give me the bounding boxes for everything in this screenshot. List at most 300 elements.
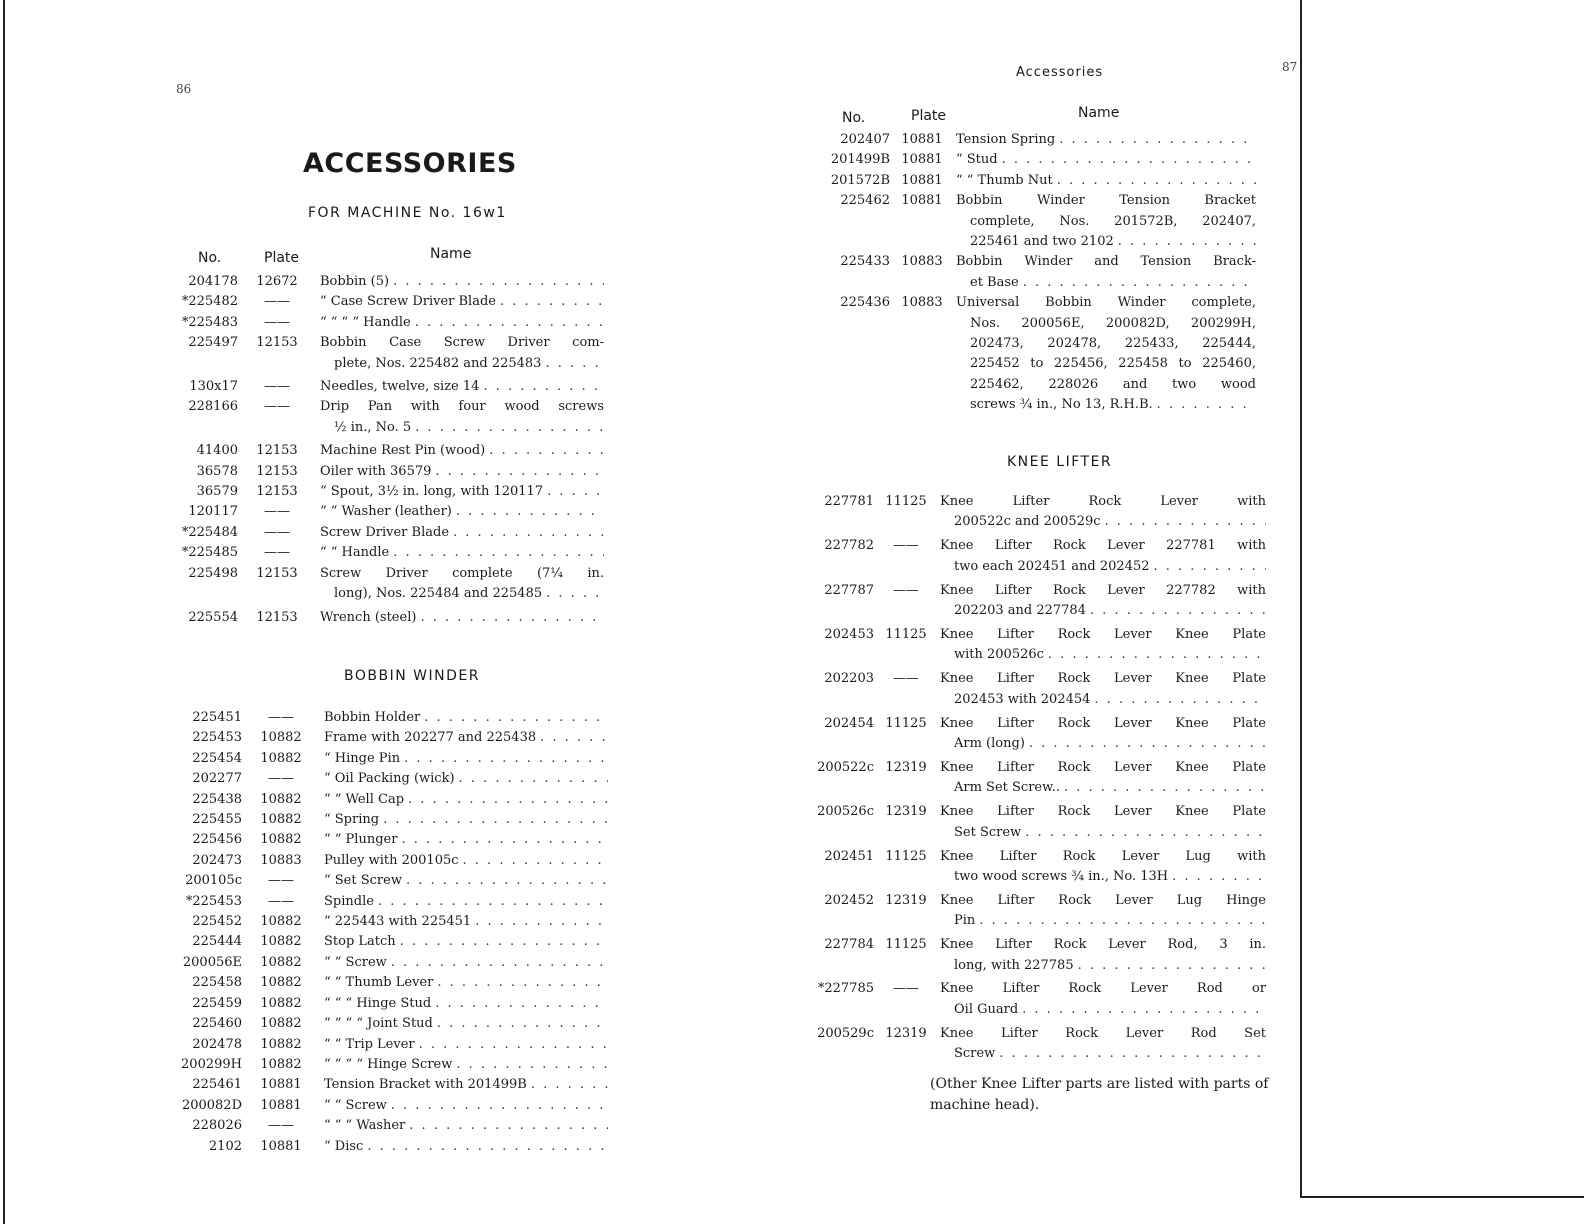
table-row bbox=[790, 847, 1266, 888]
plate-number: —— bbox=[268, 1118, 294, 1134]
table-row bbox=[180, 1014, 610, 1034]
part-name-text: plete, Nos. 225482 and 225483 bbox=[334, 355, 542, 371]
part-name-line bbox=[324, 851, 608, 871]
plate-number: 12153 bbox=[256, 335, 298, 351]
part-name-text: Set Screw bbox=[954, 824, 1022, 840]
part-number: 202277 bbox=[192, 771, 242, 787]
part-name-text: Frame with 202277 and 225438 bbox=[324, 730, 537, 746]
part-number: 200299H bbox=[181, 1056, 242, 1072]
part-number: 225433 bbox=[840, 254, 890, 270]
part-name-text: Knee Lifter Rock Lever with bbox=[940, 494, 1266, 509]
part-name-text: 225452 to 225456, 225458 to 225460, bbox=[970, 356, 1256, 372]
part-name-text: Pin bbox=[954, 913, 976, 929]
dot-leader bbox=[378, 892, 608, 912]
plate-number: 10882 bbox=[260, 954, 302, 970]
table-row bbox=[176, 313, 606, 333]
table-row bbox=[180, 851, 610, 871]
part-name-text: Nos. 200056E, 200082D, 200299H, bbox=[970, 315, 1256, 331]
plate-number: 12153 bbox=[256, 484, 298, 500]
plate-number: 10882 bbox=[260, 812, 302, 828]
part-name-text: Knee Lifter Rock Lever Lug with bbox=[940, 848, 1266, 864]
part-name-line bbox=[940, 778, 1266, 798]
part-number: 225455 bbox=[192, 812, 242, 828]
plate-number: 10881 bbox=[260, 1138, 302, 1154]
plate-number: 10882 bbox=[260, 1056, 302, 1072]
part-name-line bbox=[320, 608, 604, 628]
plate-number: —— bbox=[268, 771, 294, 787]
bobbin-winder-table bbox=[180, 708, 610, 1157]
dot-leader bbox=[1048, 645, 1266, 665]
plate-number: 10882 bbox=[260, 791, 302, 807]
part-name bbox=[324, 1014, 608, 1034]
part-name-line bbox=[320, 292, 604, 312]
part-number: 225444 bbox=[192, 934, 242, 950]
dot-leader bbox=[453, 523, 604, 543]
part-number: *225485 bbox=[181, 545, 238, 561]
dot-leader bbox=[1172, 867, 1266, 887]
plate-number: —— bbox=[264, 524, 290, 540]
plate-number: 12153 bbox=[256, 443, 298, 459]
plate-number: 10881 bbox=[901, 152, 943, 168]
part-number: 202473 bbox=[192, 852, 242, 868]
plate-number: —— bbox=[893, 981, 919, 997]
dot-leader bbox=[483, 377, 604, 397]
dot-leader bbox=[1078, 956, 1266, 976]
table-row bbox=[176, 523, 606, 543]
part-name-text: “ Case Screw Driver Blade bbox=[320, 294, 496, 310]
part-name bbox=[940, 891, 1266, 932]
part-name-text: “ “ Screw bbox=[324, 1097, 387, 1113]
part-name-line bbox=[320, 272, 604, 292]
right-col-head-name: Name bbox=[1078, 105, 1120, 121]
part-number: 204178 bbox=[188, 274, 238, 289]
dot-leader bbox=[547, 482, 604, 502]
dot-leader bbox=[531, 1075, 608, 1095]
part-name-text: “ Hinge Pin bbox=[324, 750, 401, 766]
part-name-line bbox=[324, 932, 608, 952]
part-name bbox=[956, 293, 1256, 415]
part-name-line bbox=[940, 690, 1266, 710]
part-number: *225483 bbox=[181, 314, 238, 330]
part-number: 201572B bbox=[830, 172, 890, 188]
plate-number: —— bbox=[893, 582, 919, 598]
part-name-text: 225461 and two 2102 bbox=[970, 234, 1114, 250]
part-name bbox=[320, 543, 604, 563]
part-number: 225497 bbox=[188, 335, 238, 351]
table-row bbox=[180, 973, 610, 993]
part-name bbox=[956, 150, 1256, 170]
part-name bbox=[324, 973, 608, 993]
part-name bbox=[324, 708, 608, 728]
part-name-text: ½ in., No. 5 bbox=[334, 419, 412, 435]
knee-lifter-title: KNEE LIFTER bbox=[1007, 454, 1113, 470]
table-row bbox=[790, 758, 1266, 799]
part-number: 228166 bbox=[188, 399, 238, 415]
table-row bbox=[176, 608, 606, 628]
part-number: 200105c bbox=[185, 873, 242, 889]
part-number: *227785 bbox=[817, 981, 874, 997]
plate-number: —— bbox=[268, 873, 294, 889]
part-name bbox=[324, 932, 608, 952]
plate-number: 11125 bbox=[885, 848, 927, 864]
part-name bbox=[320, 608, 604, 628]
dot-leader bbox=[367, 1137, 608, 1157]
dot-leader bbox=[1057, 171, 1256, 191]
plate-number: —— bbox=[893, 538, 919, 554]
dot-leader bbox=[1029, 734, 1266, 754]
part-name-line bbox=[324, 912, 608, 932]
plate-number: 10882 bbox=[260, 730, 302, 746]
part-number: 202478 bbox=[192, 1036, 242, 1052]
part-number: 200522c bbox=[817, 759, 874, 775]
part-name-line bbox=[956, 171, 1256, 191]
part-name-text: “ Disc bbox=[324, 1138, 364, 1154]
part-name-line bbox=[324, 728, 608, 748]
dot-leader bbox=[409, 1116, 608, 1136]
part-number: 225554 bbox=[188, 609, 238, 625]
dot-leader bbox=[1025, 823, 1266, 843]
table-row bbox=[180, 1055, 610, 1075]
knee-lifter-note: (Other Knee Lifter parts are listed with parts of machine head). bbox=[930, 1076, 1269, 1113]
part-name-line bbox=[320, 354, 604, 374]
part-name-text: et Base bbox=[970, 274, 1019, 290]
dot-leader bbox=[546, 584, 604, 604]
part-name-text: Knee Lifter Rock Lever Knee Plate bbox=[940, 626, 1266, 642]
table-row bbox=[176, 462, 606, 482]
dot-leader bbox=[393, 272, 604, 292]
part-name-text: “ “ “ “ Joint Stud bbox=[324, 1016, 433, 1032]
part-name-text: 200522c and 200529c bbox=[954, 514, 1101, 530]
part-name-text: “ “ Trip Lever bbox=[324, 1036, 415, 1052]
table-row bbox=[180, 749, 610, 769]
dot-leader bbox=[456, 502, 604, 522]
plate-number: —— bbox=[264, 294, 290, 310]
part-name-line bbox=[956, 273, 1256, 293]
table-row bbox=[176, 564, 606, 605]
plate-number: 11125 bbox=[885, 715, 927, 731]
part-name-line bbox=[940, 956, 1266, 976]
dot-leader bbox=[437, 973, 608, 993]
table-row bbox=[790, 536, 1266, 577]
dot-leader bbox=[475, 912, 608, 932]
part-name-text: Bobbin Holder bbox=[324, 710, 421, 725]
table-row bbox=[790, 891, 1266, 932]
part-name-text: “ “ “ Washer bbox=[324, 1118, 406, 1134]
plate-number: 10881 bbox=[901, 132, 943, 147]
part-name bbox=[940, 979, 1266, 1020]
plate-number: —— bbox=[264, 504, 290, 520]
part-name-text: two each 202451 and 202452 bbox=[954, 558, 1150, 574]
plate-number: 12319 bbox=[885, 759, 927, 775]
part-number: 200526c bbox=[817, 804, 874, 820]
part-number: 228026 bbox=[192, 1118, 242, 1134]
part-number: 225452 bbox=[192, 914, 242, 930]
part-name-line bbox=[324, 1075, 608, 1095]
part-name-text: “ Spring bbox=[324, 812, 380, 828]
part-name-line bbox=[324, 1137, 608, 1157]
part-name-text: “ “ Well Cap bbox=[324, 791, 405, 807]
part-name-text: Knee Lifter Rock Lever 227781 with bbox=[940, 538, 1266, 554]
part-name-line bbox=[940, 1044, 1266, 1064]
table-row bbox=[180, 1116, 610, 1136]
dot-leader bbox=[415, 418, 604, 438]
part-name-text: long, with 227785 bbox=[954, 957, 1074, 973]
plate-number: 10882 bbox=[260, 1036, 302, 1052]
part-name bbox=[324, 1137, 608, 1157]
part-name bbox=[324, 912, 608, 932]
table-row bbox=[180, 892, 610, 912]
part-name-text: Pulley with 200105c bbox=[324, 852, 459, 868]
part-number: 225454 bbox=[192, 750, 242, 766]
dot-leader bbox=[404, 749, 608, 769]
plate-number: 12319 bbox=[885, 1025, 927, 1041]
part-name bbox=[324, 994, 608, 1014]
part-name-line bbox=[940, 557, 1266, 577]
part-name-text: “ “ Plunger bbox=[324, 832, 398, 848]
machine-subtitle: FOR MACHINE No. 16w1 bbox=[308, 205, 507, 221]
part-name-line bbox=[320, 584, 604, 604]
part-name-text: Bobbin Winder Tension Bracket bbox=[956, 193, 1256, 209]
part-name bbox=[940, 1024, 1266, 1065]
plate-number: 10883 bbox=[260, 852, 302, 868]
part-name-text: long), Nos. 225484 and 225485 bbox=[334, 586, 543, 602]
part-name-text: “ Spout, 3½ in. long, with 120117 bbox=[320, 484, 544, 500]
part-name-line bbox=[324, 953, 608, 973]
plate-number: —— bbox=[893, 671, 919, 687]
part-name-text: “ “ “ “ Hinge Screw bbox=[324, 1056, 453, 1072]
table-row bbox=[806, 191, 1256, 252]
part-name-line bbox=[940, 911, 1266, 931]
table-row bbox=[176, 441, 606, 461]
part-number: 227787 bbox=[824, 582, 874, 598]
dot-leader bbox=[424, 708, 608, 728]
dot-leader bbox=[435, 994, 608, 1014]
part-name bbox=[320, 502, 604, 522]
dot-leader bbox=[500, 292, 604, 312]
plate-number: 10882 bbox=[260, 934, 302, 950]
part-name bbox=[324, 769, 608, 789]
table-row bbox=[176, 502, 606, 522]
plate-number: —— bbox=[268, 710, 294, 725]
right-page-number: 87 bbox=[1282, 60, 1298, 74]
part-name-line bbox=[940, 601, 1266, 621]
part-name-line bbox=[956, 130, 1256, 150]
part-name bbox=[324, 892, 608, 912]
dot-leader bbox=[406, 871, 608, 891]
part-name bbox=[324, 1096, 608, 1116]
part-name-line bbox=[320, 418, 604, 438]
part-number: 225459 bbox=[192, 995, 242, 1011]
part-name-text: 202473, 202478, 225433, 225444, bbox=[970, 336, 1256, 352]
plate-number: 11125 bbox=[885, 626, 927, 642]
part-name bbox=[940, 802, 1266, 843]
part-name-text: with 200526c bbox=[954, 647, 1044, 663]
plate-number: 11125 bbox=[885, 937, 927, 953]
dot-leader bbox=[435, 462, 604, 482]
part-name-line bbox=[320, 377, 604, 397]
table-row bbox=[176, 482, 606, 502]
part-name-text: Bobbin Case Screw Driver com- bbox=[320, 335, 604, 351]
part-name-line bbox=[324, 973, 608, 993]
part-name bbox=[324, 953, 608, 973]
part-name-text: Bobbin (5) bbox=[320, 274, 390, 289]
dot-leader bbox=[545, 354, 604, 374]
plate-number: 10882 bbox=[260, 995, 302, 1011]
part-name-text: Knee Lifter Rock Lever 227782 with bbox=[940, 582, 1266, 598]
part-name bbox=[320, 313, 604, 333]
part-name-text: Arm (long) bbox=[954, 735, 1025, 751]
plate-number: 10882 bbox=[260, 832, 302, 848]
table-row bbox=[790, 714, 1266, 755]
plate-number: 12672 bbox=[256, 274, 298, 289]
dot-leader bbox=[1154, 557, 1266, 577]
dot-leader bbox=[1157, 395, 1256, 415]
part-name-line bbox=[324, 790, 608, 810]
part-name-text: Knee Lifter Rock Lever Knee Plate bbox=[940, 804, 1266, 820]
dot-leader bbox=[459, 769, 608, 789]
table-row bbox=[180, 830, 610, 850]
part-name-line bbox=[956, 232, 1256, 252]
part-name-text: Stop Latch bbox=[324, 934, 396, 950]
left-page-number: 86 bbox=[176, 82, 192, 96]
part-name-text: Machine Rest Pin (wood) bbox=[320, 443, 486, 459]
table-row bbox=[180, 932, 610, 952]
part-name bbox=[324, 810, 608, 830]
part-name-text: Spindle bbox=[324, 893, 374, 909]
dot-leader bbox=[415, 313, 604, 333]
dot-leader bbox=[1059, 130, 1256, 150]
plate-number: 10881 bbox=[260, 1097, 302, 1113]
part-name-line bbox=[940, 867, 1266, 887]
dot-leader bbox=[383, 810, 608, 830]
dot-leader bbox=[393, 543, 604, 563]
part-name-text: Knee Lifter Rock Lever Knee Plate bbox=[940, 715, 1266, 731]
table-row bbox=[180, 994, 610, 1014]
part-name bbox=[940, 669, 1266, 710]
part-name bbox=[940, 714, 1266, 755]
part-name bbox=[940, 625, 1266, 666]
part-number: 202451 bbox=[824, 848, 874, 864]
part-name-text: Wrench (steel) bbox=[320, 609, 417, 625]
part-name-text: “ “ Screw bbox=[324, 954, 387, 970]
part-name bbox=[940, 758, 1266, 799]
part-number: 225461 bbox=[192, 1077, 242, 1093]
part-name-text: Bobbin Winder and Tension Brack- bbox=[956, 254, 1256, 270]
part-name-text: Screw bbox=[954, 1046, 996, 1062]
part-number: 225453 bbox=[192, 730, 242, 746]
part-name-line bbox=[940, 645, 1266, 665]
table-row bbox=[790, 979, 1266, 1020]
dot-leader bbox=[400, 932, 608, 952]
part-name-text: “ “ Thumb Nut bbox=[956, 172, 1053, 188]
plate-number: —— bbox=[268, 893, 294, 909]
part-number: 225498 bbox=[188, 565, 238, 581]
right-page-header: Accessories bbox=[1016, 65, 1104, 80]
part-name-text: Drip Pan with four wood screws bbox=[320, 399, 604, 415]
accessories-table bbox=[176, 272, 606, 628]
right-col-head-plate: Plate bbox=[911, 108, 947, 124]
table-row bbox=[180, 1096, 610, 1116]
dot-leader bbox=[401, 830, 608, 850]
part-name-line bbox=[324, 769, 608, 789]
plate-number: —— bbox=[264, 379, 290, 395]
part-number: 225451 bbox=[192, 710, 242, 725]
page-edge-bottom bbox=[1300, 1196, 1584, 1198]
part-number: 227784 bbox=[824, 937, 874, 953]
part-name-line bbox=[940, 512, 1266, 532]
part-name-line bbox=[324, 994, 608, 1014]
table-row bbox=[176, 543, 606, 563]
part-name-line bbox=[940, 734, 1266, 754]
part-number: 41400 bbox=[196, 443, 238, 459]
part-name-text: screws ¾ in., No 13, R.H.B. bbox=[970, 397, 1153, 413]
part-name-text: “ “ “ “ Handle bbox=[320, 314, 411, 330]
part-name bbox=[320, 377, 604, 397]
part-name bbox=[320, 564, 604, 605]
right-col-head-no: No. bbox=[842, 110, 866, 126]
part-name bbox=[940, 581, 1266, 622]
part-number: 202452 bbox=[824, 892, 874, 908]
part-name bbox=[320, 462, 604, 482]
part-name-text: Knee Lifter Rock Lever Rod Set bbox=[940, 1025, 1266, 1041]
dot-leader bbox=[456, 1055, 608, 1075]
table-row bbox=[180, 912, 610, 932]
part-name bbox=[320, 333, 604, 374]
table-row bbox=[790, 669, 1266, 710]
table-row bbox=[180, 728, 610, 748]
part-name bbox=[320, 292, 604, 312]
part-name bbox=[320, 397, 604, 438]
plate-number: 10882 bbox=[260, 750, 302, 766]
plate-number: 12153 bbox=[256, 609, 298, 625]
part-name-line bbox=[320, 482, 604, 502]
part-name bbox=[956, 171, 1256, 191]
part-name-line bbox=[320, 502, 604, 522]
part-name bbox=[324, 1035, 608, 1055]
plate-number: 12153 bbox=[256, 565, 298, 581]
part-name-line bbox=[956, 150, 1256, 170]
plate-number: —— bbox=[264, 399, 290, 415]
part-name bbox=[324, 830, 608, 850]
part-name bbox=[940, 847, 1266, 888]
part-name-text: Tension Bracket with 201499B bbox=[324, 1077, 527, 1093]
plate-number: —— bbox=[264, 314, 290, 330]
part-number: 225438 bbox=[192, 791, 242, 807]
plate-number: 10883 bbox=[901, 295, 943, 311]
table-row bbox=[176, 272, 606, 292]
table-row bbox=[180, 708, 610, 728]
part-name-line bbox=[324, 1116, 608, 1136]
part-number: 200056E bbox=[182, 954, 242, 970]
dot-leader bbox=[999, 1044, 1266, 1064]
part-number: 225436 bbox=[840, 295, 890, 311]
dot-leader bbox=[408, 790, 608, 810]
part-name-line bbox=[940, 823, 1266, 843]
plate-number: 10881 bbox=[901, 193, 943, 209]
table-row bbox=[180, 871, 610, 891]
table-row bbox=[180, 1075, 610, 1095]
part-name-text: Needles, twelve, size 14 bbox=[320, 379, 480, 395]
dot-leader bbox=[1094, 690, 1266, 710]
part-number: 202203 bbox=[824, 671, 874, 687]
part-name-line bbox=[320, 441, 604, 461]
part-name-line bbox=[940, 1000, 1266, 1020]
part-name-text: “ Stud bbox=[956, 152, 998, 168]
part-name-text: 202203 and 227784 bbox=[954, 603, 1086, 619]
bobbin-winder-title: BOBBIN WINDER bbox=[344, 668, 480, 684]
part-name bbox=[956, 191, 1256, 252]
part-name-line bbox=[324, 1035, 608, 1055]
